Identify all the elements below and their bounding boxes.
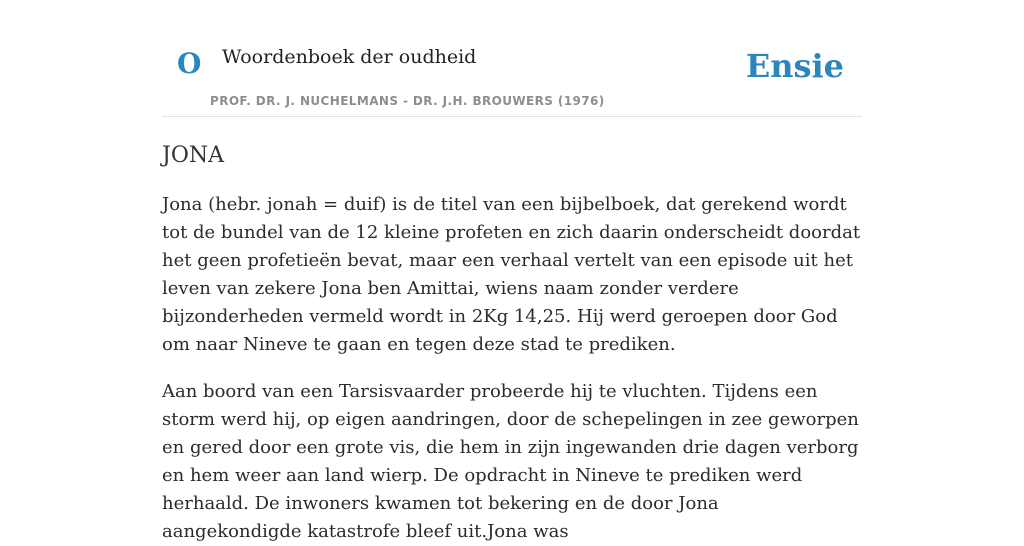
entry-paragraph: Jona (hebr. jonah = duif) is de titel van een bijbelboek, dat gerekend wordt tot de bundel van de 12 kleine profeten en zich daarin onderscheidt doordat het geen profetieën bevat, maar een verhaal vertelt van een episode uit het leven van zekere Jona ben Amittai, wiens naam zonder verdere bijzonderheden vermeld wordt in 2Kg 14,25. Hij werd geroepen door God om naar Nineve te gaan en tegen deze stad te prediken. [162,194,861,356]
ensie-logo[interactable]: Ensie [745,47,844,85]
entry-title: JONA [162,143,224,168]
header [162,0,862,117]
authors-line: PROF. DR. J. NUCHELMANS - DR. J.H. BROUWERS (1976) [210,94,605,108]
content-column [162,0,862,546]
entry-paragraph: Aan boord van een Tarsisvaarder probeerde hij te vluchten. Tijdens een storm werd hij, op eigen aandringen, door de schepelingen in zee geworpen en gered door een grote vis, die hem in zijn ingewanden drie dagen verborg en hem weer aan land wierp. De opdracht in Nineve te prediken werd herhaald. De inwoners kwamen tot bekering en de door Jona aangekondigde katastrofe bleef uit.Jona was [162,381,859,543]
entry-body [162,191,862,546]
letter-index-link[interactable]: O [177,47,202,80]
book-title-link[interactable]: Woordenboek der oudheid [222,46,477,68]
